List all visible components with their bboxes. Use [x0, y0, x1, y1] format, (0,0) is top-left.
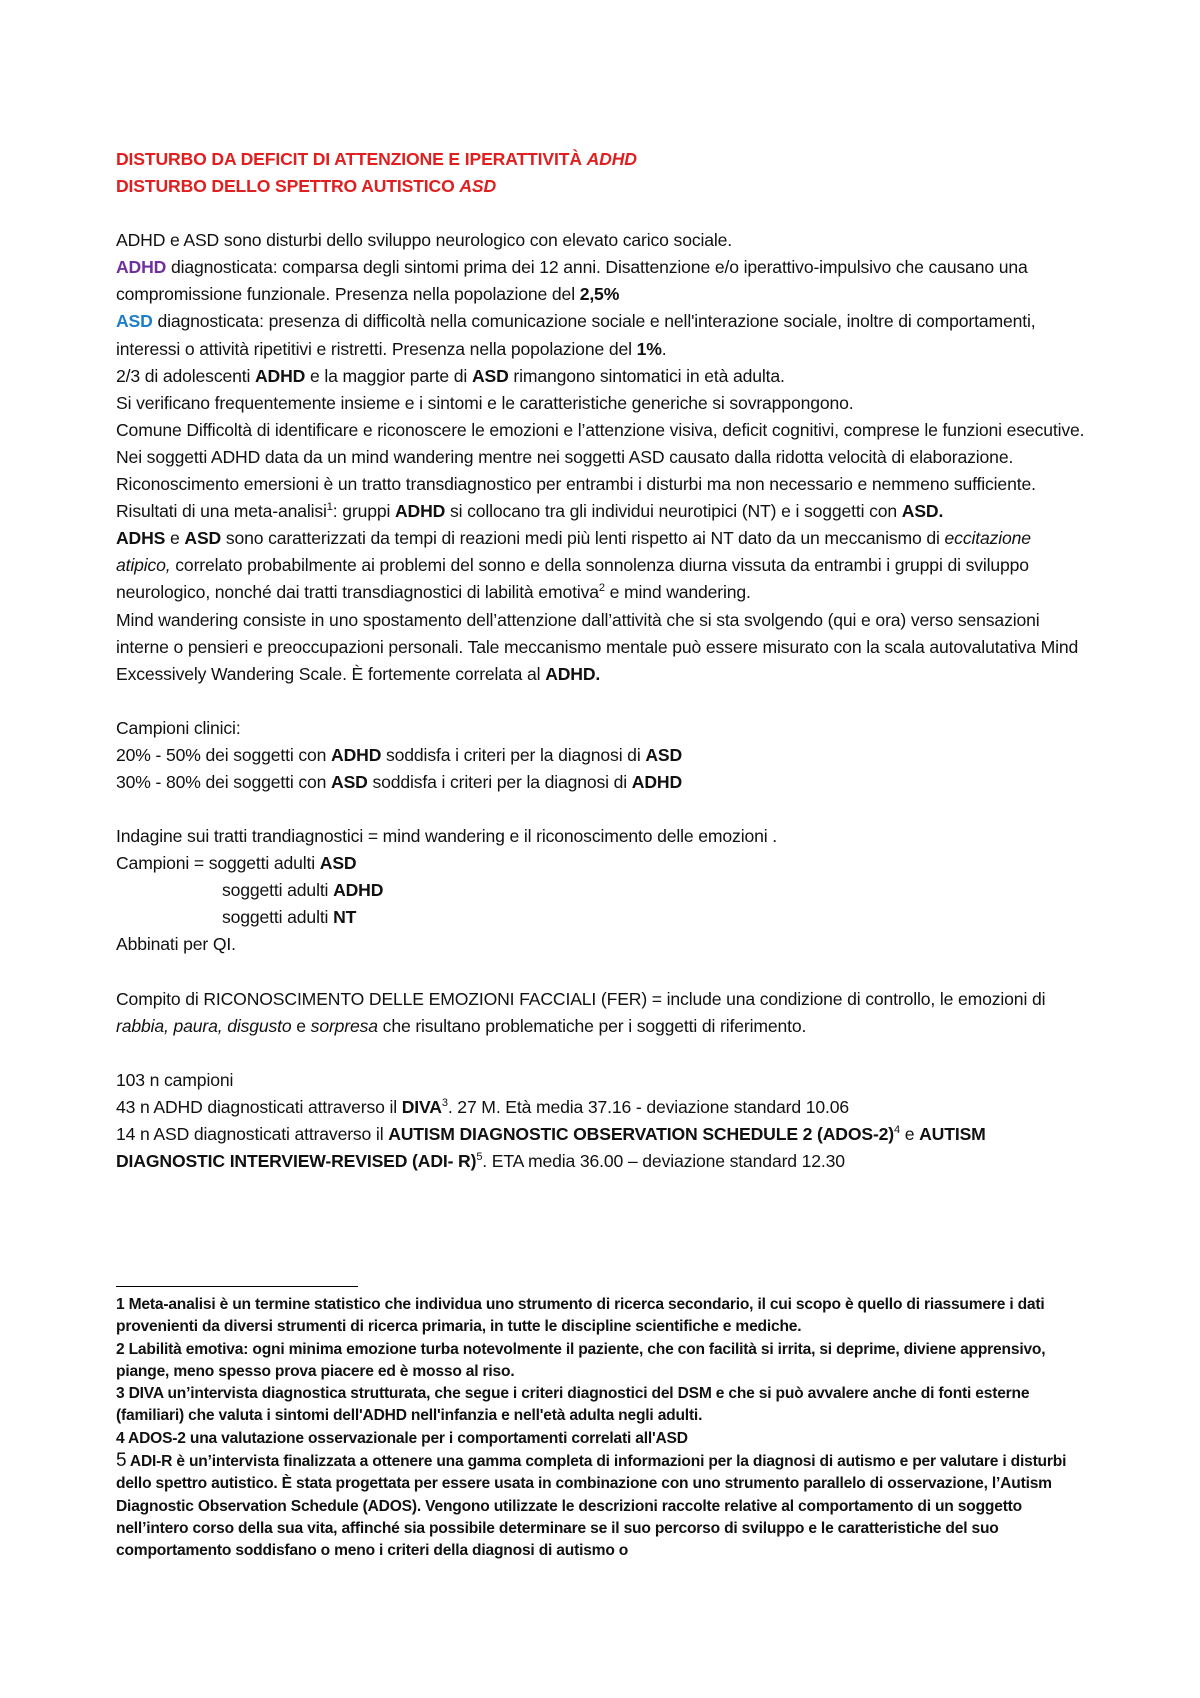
spacer: [116, 200, 1086, 227]
footnote-3: 3 DIVA un’intervista diagnostica strutturata, che segue i criteri diagnostici del DSM e che si può avvalere anche di fonti esterne (familiari) che valuta i sintomi dell'ADHD nell'infanzia e nell'età adulta negli adulti.: [116, 1385, 1030, 1425]
spacer: [116, 1040, 1086, 1067]
title-asd-abbr: ASD: [459, 176, 497, 197]
samples-line: soggetti adulti NT: [222, 907, 357, 928]
footnote-separator: [116, 1286, 358, 1287]
footnote-5: 5 ADI-R è un’intervista finalizzata a ottenere una gamma completa di informazioni per la diagnosi di autismo e per valutare i disturbi dello spettro autistico. È stata progettata per essere usata in combinazione con uno strumento parallelo di osservazione, l’Autism Diagnostic Observation Schedule (ADOS). Vengono utilizzate le descrizioni raccolte relative al comportamento di un soggetto nell’intero corso della sua vita, affinché sia possibile determinare se il suo percorso di sviluppo e le caratteristiche del suo comportamento soddisfano o meno i criteri della diagnosi di autismo o: [116, 1450, 1067, 1560]
overlap-paragraph: Si verificano frequentemente insieme e i sintomi e le caratteristiche generiche si sovrappongono.: [116, 392, 854, 413]
clinical-line: 30% - 80% dei soggetti con ASD soddisfa i criteri per la diagnosi di ADHD: [116, 771, 683, 792]
reaction-time-paragraph: ADHS e ASD sono caratterizzati da tempi di reazioni medi più lenti rispetto ai NT dato da un meccanismo di eccitazione atipico, correlato probabilmente ai problemi del sonno e della sonnolenza diurna vissuta da entrambi i gruppi di sviluppo neurologico, nonché dai tratti transdiagnostici di labilità emotiva$^2$ e mind wandering.: [116, 528, 1031, 603]
samples-line: soggetti adulti ADHD: [222, 880, 384, 901]
footnote-2: 2 Labilità emotiva: ogni minima emozione turba notevolmente il paziente, che con facilità si irrita, si deprime, diviene apprensivo, piange, meno spesso prova piacere ed è mosso al riso.: [116, 1340, 1046, 1380]
title-adhd: DISTURBO DA DEFICIT DI ATTENZIONE E IPERATTIVITÀ ADHD: [116, 149, 637, 169]
sample-count: 103 n campioni: [116, 1069, 234, 1090]
footnotes: [116, 1294, 1091, 1563]
samples-line: Campioni = soggetti adulti ASD: [116, 853, 357, 874]
persistence-paragraph: 2/3 di adolescenti ADHD e la maggior parte di ASD rimangono sintomatici in età adulta.: [116, 365, 785, 386]
title-adhd-abbr: ADHD: [586, 149, 637, 169]
intro-paragraph: ADHD e ASD sono disturbi dello sviluppo neurologico con elevato carico sociale.: [116, 230, 733, 251]
mind-wandering-paragraph: Mind wandering consiste in uno spostamento dell’attenzione dall’attività che si sta svolgendo (qui e ora) verso sensazioni interne o pensieri e preoccupazioni personali. Tale meccanismo mentale può essere misurato con la scala autovalutativa Mind Excessively Wandering Scale. È fortemente correlata al ADHD.: [116, 609, 1079, 684]
adhd-definition: ADHD diagnosticata: comparsa degli sintomi prima dei 12 anni. Disattenzione e/o iperattivo-impulsivo che causano una compromissione funzionale. Presenza nella popolazione del 2,5%: [116, 257, 1028, 305]
difficulty-paragraph: Comune Difficoltà di identificare e riconoscere le emozioni e l’attenzione visiva, deficit cognitivi, comprese le funzioni esecutive. Nei soggetti ADHD data da un mind wandering mentre nei soggetti ASD causato dalla ridotta velocità di elaborazione.: [116, 419, 1085, 467]
footnote-1: 1 Meta-analisi è un termine statistico che individua uno strumento di ricerca secondario, il cui scopo è quello di riassumere i dati provenienti da diversi strumenti di ricerca primaria, in tutte le discipline scientifiche e mediche.: [116, 1296, 1045, 1336]
clinical-heading: Campioni clinici:: [116, 717, 241, 738]
spacer: [116, 959, 1086, 986]
asd-definition: ASD diagnosticata: presenza di difficoltà nella comunicazione sociale e nell'interazione sociale, inoltre di comportamenti, interessi o attività ripetitivi e ristretti. Presenza nella popolazione del 1%.: [116, 311, 1036, 359]
clinical-line: 20% - 50% dei soggetti con ADHD soddisfa i criteri per la diagnosi di ASD: [116, 744, 683, 765]
document-body: [116, 146, 1086, 1175]
footnote-4: 4 ADOS-2 una valutazione osservazionale per i comportamenti correlati all'ASD: [116, 1429, 688, 1447]
matching-line: Abbinati per QI.: [116, 934, 236, 955]
title-asd: DISTURBO DELLO SPETTRO AUTISTICO ASD: [116, 176, 497, 197]
asd-sample-line: 14 n ASD diagnosticati attraverso il AUTISM DIAGNOSTIC OBSERVATION SCHEDULE 2 (ADOS-2)$^4$ e AUTISM DIAGNOSTIC INTERVIEW-REVISED (ADI- R)$^5$. ETA media 36.00 – deviazione standard 12.30: [116, 1123, 986, 1171]
adhd-sample-line: 43 n ADHD diagnosticati attraverso il DIVA$^3$. 27 M. Età media 37.16 - deviazione standard 10.06: [116, 1096, 850, 1117]
recognition-paragraph: Riconoscimento emersioni è un tratto transdiagnostico per entrambi i disturbi ma non necessario e nemmeno sufficiente. Risultati di una meta-analisi$^1$: gruppi ADHD si collocano tra gli individui neurotipici (NT) e i soggetti con ASD.: [116, 474, 1036, 522]
spacer: [116, 688, 1086, 715]
task-paragraph: Compito di RICONOSCIMENTO DELLE EMOZIONI FACCIALI (FER) = include una condizione di controllo, le emozioni di rabbia, paura, disgusto e sorpresa che risultano problematiche per i soggetti di riferimento.: [116, 988, 1046, 1036]
spacer: [116, 796, 1086, 823]
survey-line: Indagine sui tratti trandiagnostici = mind wandering e il riconoscimento delle emozioni .: [116, 826, 777, 847]
